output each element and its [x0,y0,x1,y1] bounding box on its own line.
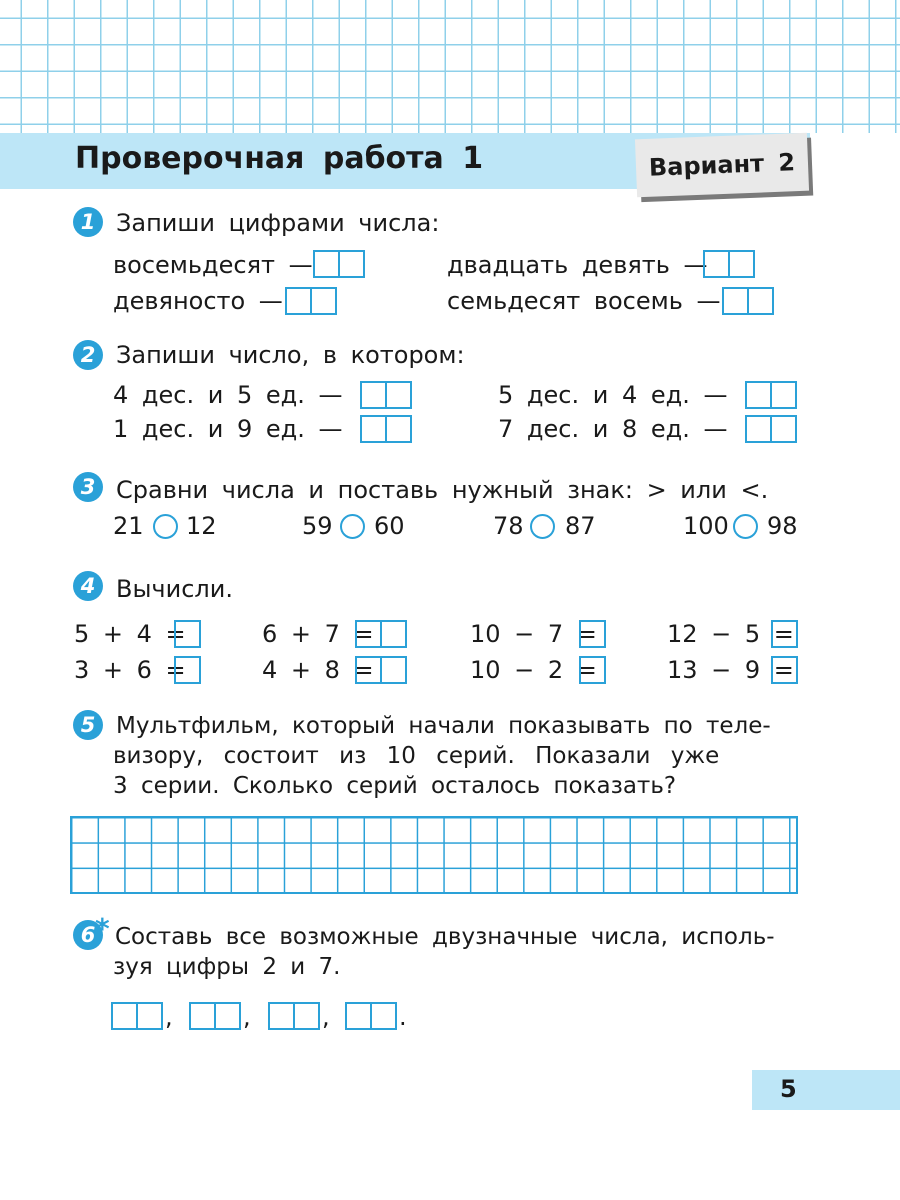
answer-cells[interactable] [355,620,407,648]
equation: 13 − 9 = [667,656,794,684]
task-5-line: Мультфильм, который начали показывать по теле- [116,713,771,739]
compare-circle[interactable] [530,514,555,539]
answer-cells[interactable] [771,620,798,648]
answer-cells[interactable] [268,1002,320,1030]
answer-cells[interactable] [360,415,412,443]
compare-right: 87 [565,512,596,540]
equation: 10 − 2 = [470,656,597,684]
separator: . [399,1003,407,1031]
equation: 12 − 5 = [667,620,794,648]
task-1-badge: 1 [73,207,103,237]
separator: , [243,1003,251,1031]
answer-cells[interactable] [745,415,797,443]
task-1-item: семьдесят восемь — [447,287,721,315]
variant-label: Вариант 2 [635,133,809,198]
separator: , [322,1003,330,1031]
answer-grid[interactable] [70,816,798,894]
task-2-prompt: Запиши число, в котором: [116,341,465,369]
compare-left: 100 [683,512,729,540]
page-title: Проверочная работа 1 [75,141,484,176]
task-5-line: 3 серии. Сколько серий осталось показать? [113,773,677,799]
task-6-badge: 6 [73,920,103,950]
answer-cells[interactable] [313,250,365,278]
separator: , [165,1003,173,1031]
compare-circle[interactable] [153,514,178,539]
answer-cells[interactable] [771,656,798,684]
task-2-item: 5 дес. и 4 ед. — [498,381,728,409]
answer-cells[interactable] [285,287,337,315]
task-3-badge: 3 [73,472,103,502]
compare-left: 78 [493,512,524,540]
page-number: 5 [780,1075,797,1103]
answer-cells[interactable] [745,381,797,409]
task-3-prompt: Сравни числа и поставь нужный знак: > или <. [116,476,769,504]
task-5-line: визору, состоит из 10 серий. Показали уже [113,743,720,769]
answer-cells[interactable] [111,1002,163,1030]
answer-cells[interactable] [360,381,412,409]
graph-paper-header [0,0,900,133]
answer-cells[interactable] [722,287,774,315]
equation: 10 − 7 = [470,620,597,648]
equation: 4 + 8 = [262,656,374,684]
page-number-band [752,1070,900,1110]
answer-cells[interactable] [174,620,201,648]
task-2-item: 4 дес. и 5 ед. — [113,381,343,409]
compare-circle[interactable] [340,514,365,539]
task-5-badge: 5 [73,710,103,740]
equation: 3 + 6 = [74,656,186,684]
task-4-prompt: Вычисли. [116,575,233,603]
compare-right: 12 [186,512,217,540]
task-1-item: двадцать девять — [447,251,708,279]
compare-circle[interactable] [733,514,758,539]
task-4-badge: 4 [73,571,103,601]
compare-left: 21 [113,512,144,540]
answer-cells[interactable] [703,250,755,278]
task-1-prompt: Запиши цифрами числа: [116,209,440,237]
equation: 5 + 4 = [74,620,186,648]
task-1-item: восемьдесят — [113,251,313,279]
answer-cells[interactable] [345,1002,397,1030]
task-2-badge: 2 [73,340,103,370]
compare-right: 98 [767,512,798,540]
compare-left: 59 [302,512,333,540]
task-2-item: 7 дес. и 8 ед. — [498,415,728,443]
task-1-item: девяносто — [113,287,283,315]
task-2-item: 1 дес. и 9 ед. — [113,415,343,443]
answer-cells[interactable] [355,656,407,684]
task-6-star: * [95,912,110,945]
answer-cells[interactable] [174,656,201,684]
compare-right: 60 [374,512,405,540]
equation: 6 + 7 = [262,620,374,648]
task-6-line: Составь все возможные двузначные числа, исполь- [115,924,775,950]
task-6-line: зуя цифры 2 и 7. [113,954,341,980]
answer-cells[interactable] [579,620,606,648]
answer-cells[interactable] [189,1002,241,1030]
answer-cells[interactable] [579,656,606,684]
